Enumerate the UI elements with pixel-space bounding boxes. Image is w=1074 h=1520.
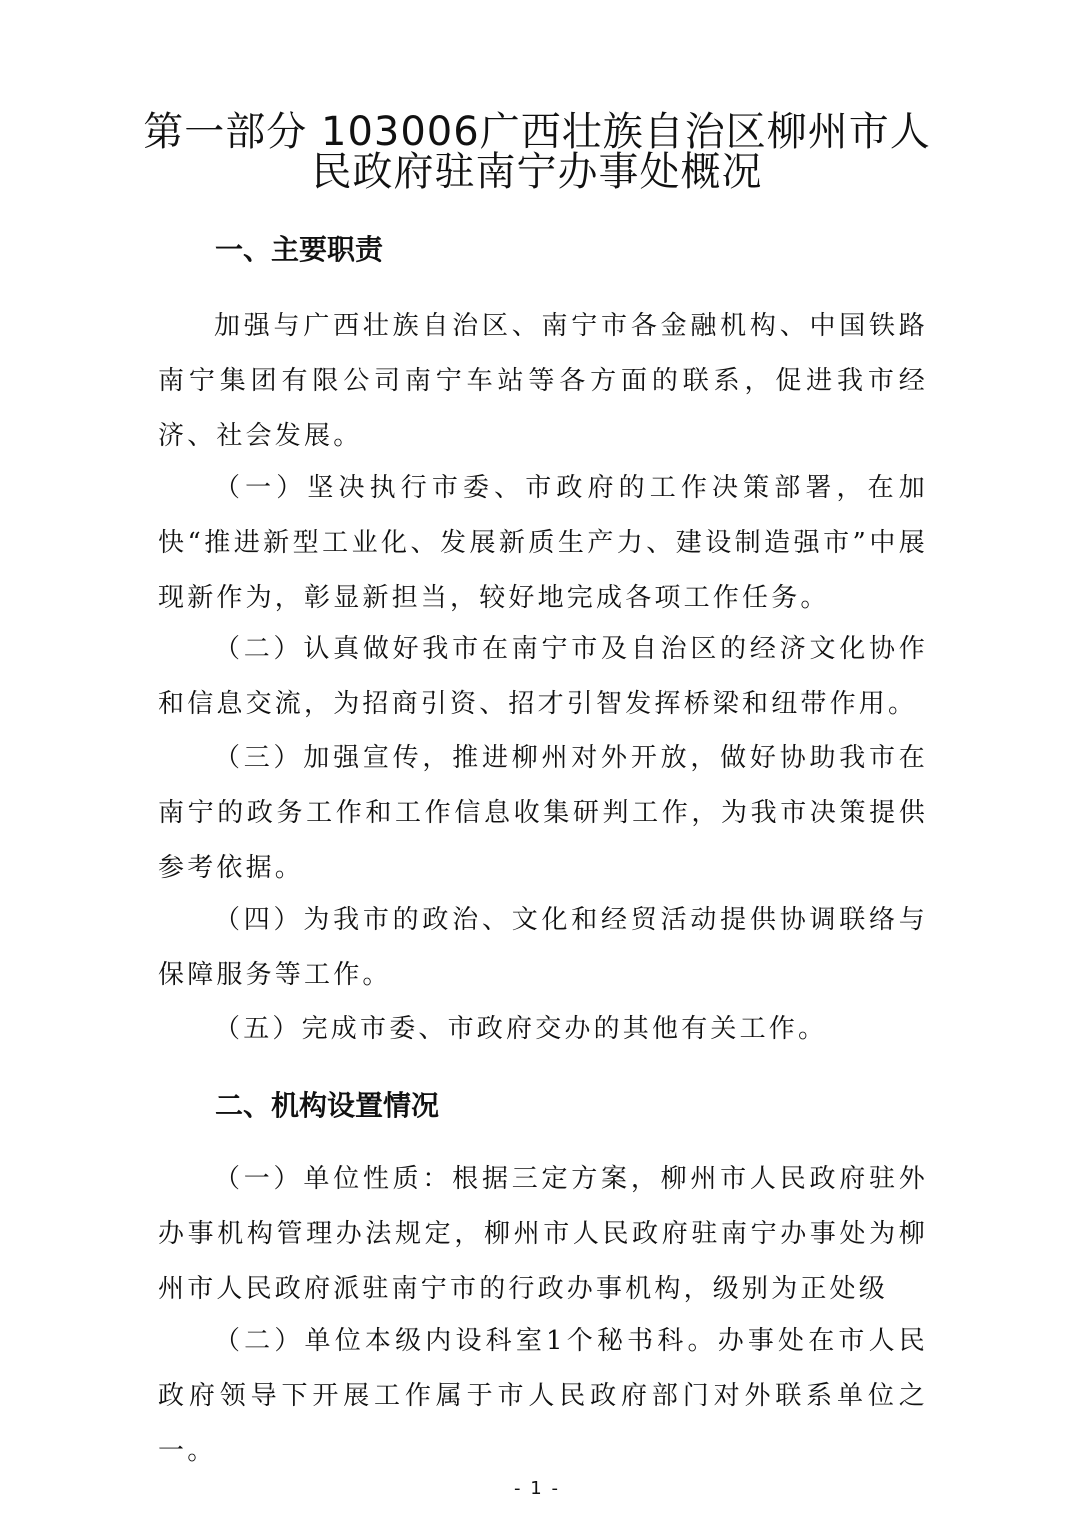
duty-item-4: （四）为我市的政治、文化和经贸活动提供协调联络与保障服务等工作。 <box>158 905 928 990</box>
page-title-line-1: 第一部分 103006广西壮族自治区柳州市人 <box>143 109 931 155</box>
organization-item-1: （一）单位性质：根据三定方案，柳州市人民政府驻外办事机构管理办法规定，柳州市人民政府驻南宁办事处为柳州市人民政府派驻南宁市的行政办事机构，级别为正处级 <box>158 1164 928 1304</box>
page-number: - 1 - <box>514 1478 560 1499</box>
duties-intro-paragraph: 加强与广西壮族自治区、南宁市各金融机构、中国铁路南宁集团有限公司南宁车站等各方面的联系，促进我市经济、社会发展。 <box>158 311 928 451</box>
page-title-line-2: 民政府驻南宁办事处概况 <box>311 149 763 195</box>
organization-item-2: （二）单位本级内设科室1个秘书科。办事处在市人民政府领导下开展工作属于市人民政府部门对外联系单位之一。 <box>158 1326 928 1466</box>
section-heading-duties: 一、主要职责 <box>215 233 384 266</box>
section-heading-organization: 二、机构设置情况 <box>215 1089 440 1122</box>
duty-item-3: （三）加强宣传，推进柳州对外开放，做好协助我市在南宁的政务工作和工作信息收集研判工作，为我市决策提供参考依据。 <box>158 743 928 883</box>
duty-item-1: （一）坚决执行市委、市政府的工作决策部署，在加快“推进新型工业化、发展新质生产力、建设制造强市”中展现新作为，彰显新担当，较好地完成各项工作任务。 <box>158 473 928 613</box>
duty-item-2: （二）认真做好我市在南宁市及自治区的经济文化协作和信息交流，为招商引资、招才引智发挥桥梁和纽带作用。 <box>158 634 928 719</box>
duty-item-5: （五）完成市委、市政府交办的其他有关工作。 <box>214 1014 828 1044</box>
